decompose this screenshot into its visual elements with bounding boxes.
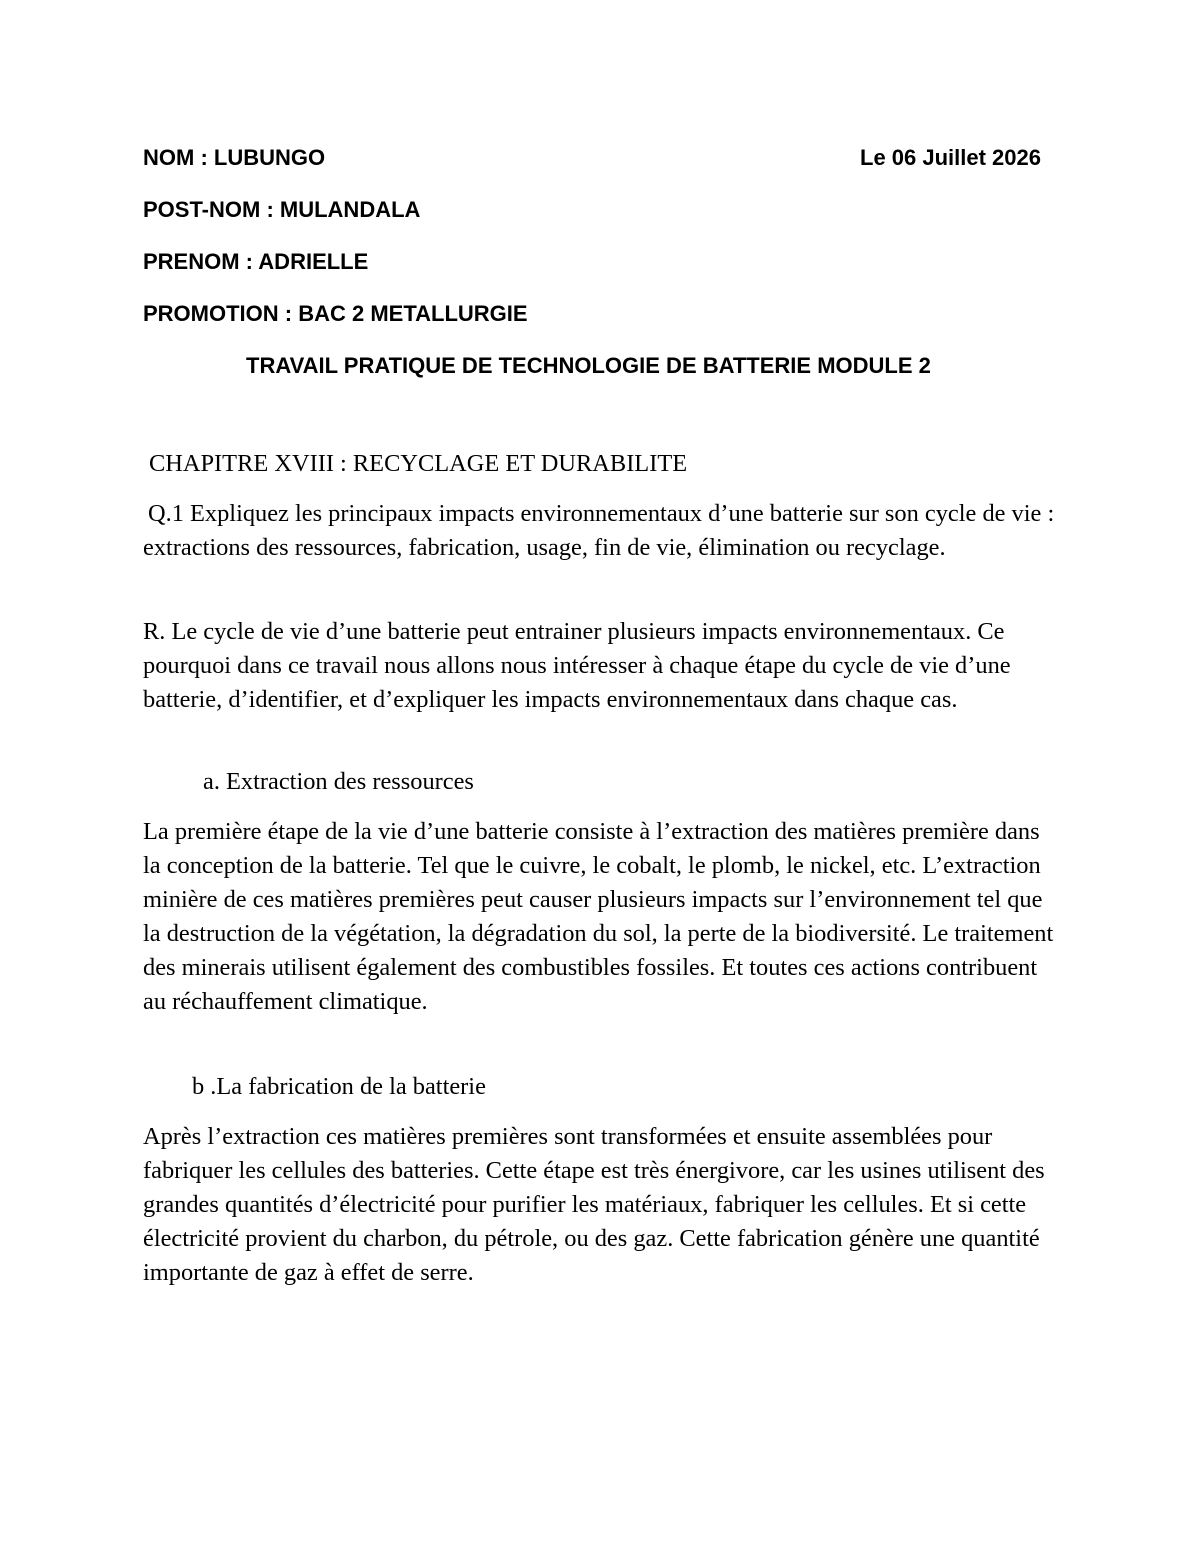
nom-field: NOM : LUBUNGO	[143, 145, 326, 170]
section-a-paragraph: La première étape de la vie d’une batterie consiste à l’extraction des matières première dans la conception de la batterie. Tel que le cuivre, le cobalt, le plomb, le nickel, etc. L’extraction minière de ces matières premières peut causer plusieurs impacts sur l’environnement tel que la destruction de la végétation, la dégradation du sol, la perte de la biodiversité. Le traitement des minerais utilisent également des combustibles fossiles. Et toutes ces actions contribuent au réchauffement climatique.	[143, 818, 1054, 1015]
answer-intro-paragraph: R. Le cycle de vie d’une batterie peut entrainer plusieurs impacts environnementaux. Ce pourquoi dans ce travail nous allons nous intéresser à chaque étape du cycle de vie d’une batterie, d’identifier, et d’expliquer les impacts environnementaux dans chaque cas.	[143, 618, 1011, 713]
section-b-heading: b .La fabrication de la batterie	[192, 1073, 486, 1100]
document-title: TRAVAIL PRATIQUE DE TECHNOLOGIE DE BATTERIE MODULE 2	[246, 353, 931, 378]
section-a-heading: a. Extraction des ressources	[203, 768, 474, 795]
prenom-field: PRENOM : ADRIELLE	[143, 249, 369, 274]
section-b-paragraph: Après l’extraction ces matières premières sont transformées et ensuite assemblées pour fabriquer les cellules des batteries. Cette étape est très énergivore, car les usines utilisent des grandes quantités d’électricité pour purifier les matériaux, fabriquer les cellules. Et si cette électricité provient du charbon, du pétrole, ou des gaz. Cette fabrication génère une quantité importante de gaz à effet de serre.	[143, 1123, 1045, 1286]
date-field: Le 06 Juillet 2026	[860, 145, 1041, 170]
post-nom-field: POST-NOM : MULANDALA	[143, 197, 421, 222]
chapter-heading: CHAPITRE XVIII : RECYCLAGE ET DURABILITE	[149, 450, 688, 477]
promotion-field: PROMOTION : BAC 2 METALLURGIE	[143, 301, 528, 326]
question-paragraph: Q.1 Expliquez les principaux impacts environnementaux d’une batterie sur son cycle de vie : extractions des ressources, fabrication, usage, fin de vie, élimination ou recyclage.	[143, 500, 1055, 561]
